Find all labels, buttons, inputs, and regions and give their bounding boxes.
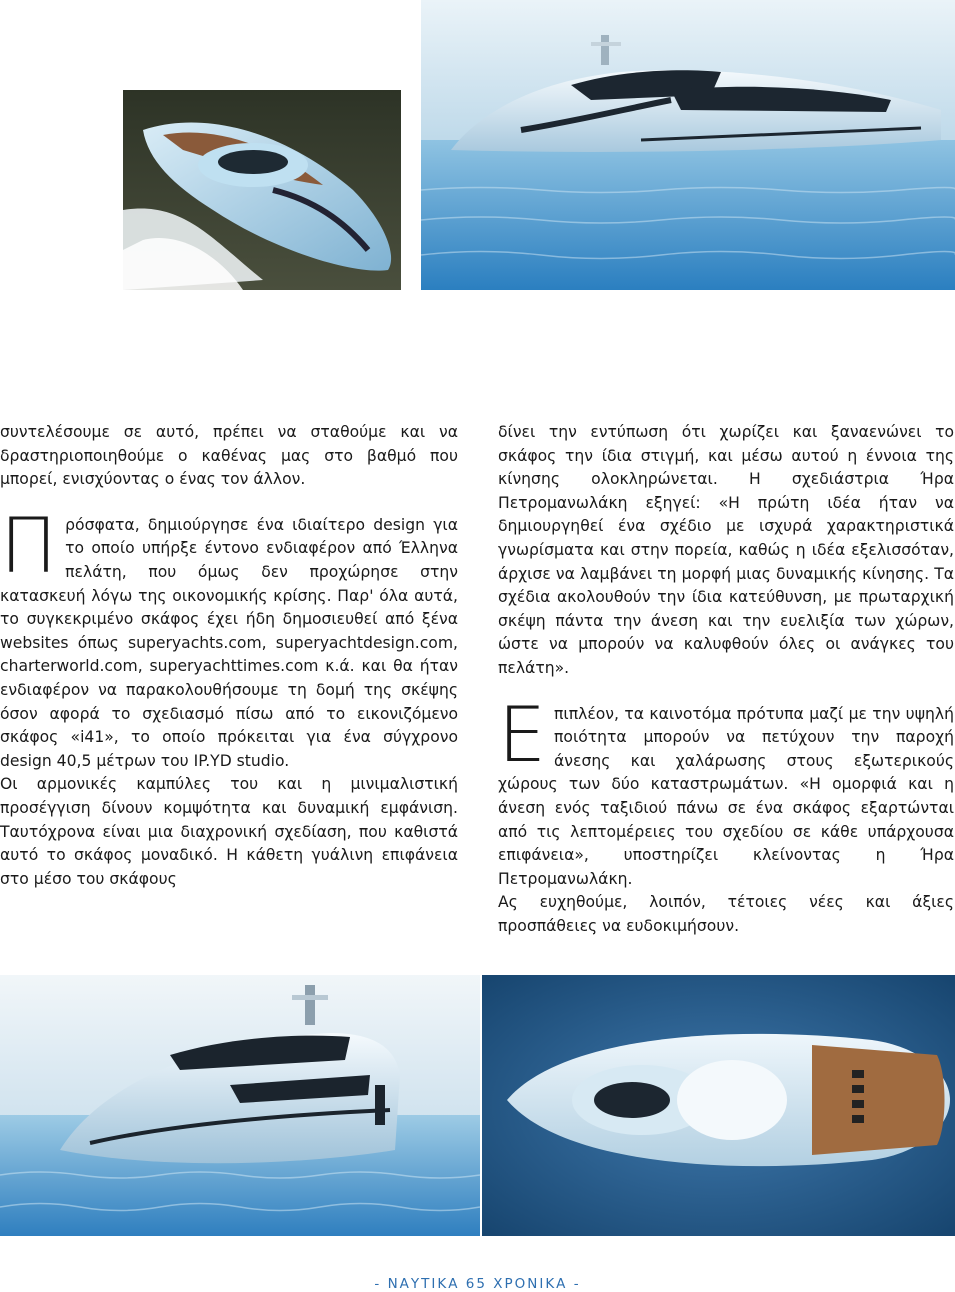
article-left-column bbox=[0, 421, 458, 891]
dropcap-epsilon: Ε bbox=[498, 689, 547, 779]
photo-side-yacht bbox=[421, 0, 955, 290]
right-paragraph-2 bbox=[498, 689, 954, 892]
side-yacht-illustration bbox=[421, 0, 955, 290]
article-right-column bbox=[498, 421, 954, 938]
right-paragraph-3: Ας ευχηθούμε, λοιπόν, τέτοιες νέες και άξιες προσπάθειες να ευδοκιμήσουν. bbox=[498, 893, 954, 935]
left-paragraph-1-text: ρόσφατα, δημιούργησε ένα ιδιαίτερο design για το οποίο υπήρξε έντονο ενδιαφέρον από Έλληνα πελάτη, που όμως δεν προχώρησε στην κατασκευή λόγω της οικονομικής κρίσης. Παρ' όλα αυτά, το συγκεκριμένο σκάφος έχει ήδη δημοσιευθεί από ξένα websites όπως superyachts.com, superyachtdesign.com, charterworld.com, superyachttimes.com κ.ά. και θα ήταν ενδιαφέρον να παρακολουθήσουμε τη δομή της σκέψης όσον αφορά το σχεδιασμό πίσω από το εικονιζόμενο σκάφος «i41», το οποίο πρόκειται για ένα σύγχρονο design 40,5 μέτρων του IP.YD studio. bbox=[0, 515, 458, 770]
top-yacht-illustration bbox=[482, 975, 955, 1236]
left-intro-paragraph: συντελέσουμε σε αυτό, πρέπει να σταθούμε και να δραστηριοποιηθούμε ο καθένας μας στο βαθμό που μπορεί, ενισχύοντας ο ένας τον άλλον. bbox=[0, 423, 458, 489]
left-paragraph-2: Οι αρμονικές καμπύλες του και η μινιμαλιστική προσέγγιση δίνουν κομψότητα και δυναμική εμφάνιση. Ταυτόχρονα είναι μια διαχρονική σχεδίαση, που καθιστά αυτό το σκάφος μοναδικό. Η κάθετη γυάλινη επιφάνεια στο μέσο του σκάφους bbox=[0, 775, 458, 888]
dropcap-pi: Π bbox=[0, 500, 58, 590]
left-paragraph-1 bbox=[0, 500, 458, 774]
photo-bow-yacht bbox=[0, 975, 480, 1236]
speeding-yacht-illustration bbox=[123, 90, 401, 290]
photo-speeding-yacht bbox=[123, 90, 401, 290]
right-paragraph-2-text: πιπλέον, τα καινοτόμα πρότυπα μαζί με την υψηλή ποιότητα μπορούν να πετύχουν την παροχή άνεσης και χαλάρωσης στους εξωτερικούς χώρους των δύο καταστρωμάτων. «Η ομορφιά και η άνεση ενός ταξιδιού πάνω σε ένα σκάφος εξαρτώνται από τις λεπτομέρειες του σχεδίου σε κάθε υπάρχουσα επιφάνεια», υποστηρίζει κλείνοντας η Ήρα Πετρομανωλάκη. bbox=[498, 704, 954, 888]
right-paragraph-1: δίνει την εντύπωση ότι χωρίζει και ξαναενώνει το σκάφος την ίδια στιγμή, και μέσω αυτού η έννοια της κίνησης ολοκληρώνεται. Η σχεδιάστρια Ήρα Πετρομανωλάκη εξηγεί: «Η πρώτη ιδέα ήταν να δημιουργηθεί ένα σχέδιο με ισχυρά χαρακτηριστικά γνωρίσματα και στην πορεία, καθώς η ιδέα εξελισσόταν, άρχισε να λαμβάνει τη μορφή μιας δυναμικής κίνησης. Τα σχέδια ακολουθούν την ίδια κατεύθυνση, με πρωταρχική σκέψη πάντα την άνεση και την ευελιξία των χώρων, ώστε να μπορούν να καλυφθούν όλες οι ανάγκες του πελάτη». bbox=[498, 423, 954, 677]
photo-top-yacht bbox=[482, 975, 955, 1236]
bow-yacht-illustration bbox=[0, 975, 480, 1236]
page-footer: - ΝΑΥΤΙΚΑ 65 ΧΡΟΝΙΚΑ - bbox=[374, 1276, 581, 1292]
